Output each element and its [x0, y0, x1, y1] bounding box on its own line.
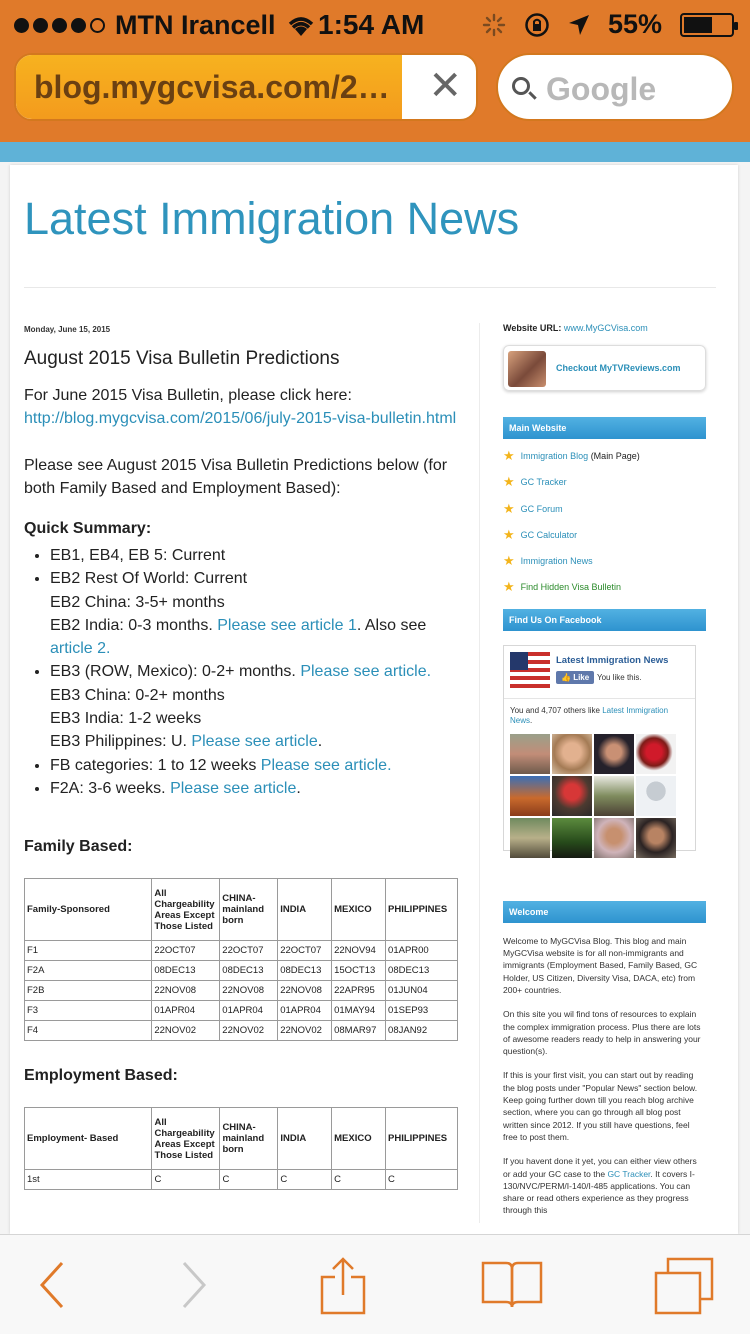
table-cell: C	[220, 1170, 278, 1190]
tabs-icon[interactable]	[652, 1255, 716, 1319]
star-icon: ★	[503, 500, 515, 516]
list-item: • EB3 (ROW, Mexico): 0-2+ months. Please see article. EB3 China: 0-2+ months EB3 India: 1-2 weeks EB3 Philippines: U. Please see article.	[50, 660, 464, 753]
list-item	[503, 500, 706, 530]
table-row	[25, 1021, 458, 1041]
forward-icon[interactable]	[176, 1255, 212, 1315]
table-row	[25, 1170, 458, 1190]
promo-image	[508, 351, 546, 387]
table-cell: 22NOV02	[278, 1021, 332, 1041]
search-field[interactable]	[496, 53, 734, 121]
table-cell: 01APR04	[152, 1001, 220, 1021]
facebook-heading: Find Us On Facebook	[503, 609, 706, 631]
column-header: CHINA-mainland born	[220, 1108, 278, 1170]
table-cell: 22NOV08	[220, 981, 278, 1001]
table-cell: 01APR04	[220, 1001, 278, 1021]
post-paragraph: Please see August 2015 Visa Bulletin Predictions below (for both Family Based and Employment Based):	[24, 457, 448, 497]
table-cell: 08DEC13	[152, 961, 220, 981]
address-bar[interactable]	[14, 53, 478, 121]
list-item: ★ Immigration Blog (Main Page)	[503, 448, 640, 463]
like-button[interactable]: 👍 Like	[556, 671, 594, 684]
column-header: PHILIPPINES	[386, 879, 458, 941]
table-cell: 08DEC13	[278, 961, 332, 981]
column-header: Employment- Based	[25, 1108, 152, 1170]
bookmarks-icon[interactable]	[480, 1255, 544, 1315]
fan-avatars	[510, 734, 676, 858]
table-cell: F1	[25, 941, 152, 961]
table-cell: 22OCT07	[152, 941, 220, 961]
sidebar	[503, 323, 706, 1217]
browser-toolbar	[0, 50, 750, 142]
star-icon: ★	[503, 474, 515, 490]
column-header: INDIA	[278, 879, 332, 941]
sidebar-link[interactable]: GC Forum	[520, 503, 563, 514]
status-bar	[0, 0, 750, 50]
website-link[interactable]: www.MyGCVisa.com	[563, 323, 648, 333]
list-item: • EB1, EB4, EB 5: Current	[50, 544, 464, 567]
sidebar-divider	[479, 323, 480, 1223]
column-header: INDIA	[278, 1108, 332, 1170]
divider	[504, 698, 695, 699]
table-cell: C	[152, 1170, 220, 1190]
list-item	[503, 553, 706, 582]
family-based-heading: Family Based:	[24, 838, 133, 856]
carrier-name: MTN Irancell	[115, 10, 276, 40]
star-icon: ★	[503, 526, 515, 542]
column-header: MEXICO	[332, 1108, 386, 1170]
table-cell: C	[278, 1170, 332, 1190]
avatar[interactable]	[510, 776, 550, 816]
page-avatar	[510, 652, 550, 690]
wifi-icon	[286, 15, 316, 37]
table-cell: F2A	[25, 961, 152, 981]
website-url: Website URL: www.MyGCVisa.com	[503, 323, 648, 333]
avatar[interactable]	[594, 734, 634, 774]
fb-page-link[interactable]: Latest Immigration News	[510, 705, 669, 725]
facebook-widget	[503, 645, 696, 851]
column-header: PHILIPPINES	[386, 1108, 458, 1170]
star-icon: ★	[503, 448, 515, 463]
table-cell: F4	[25, 1021, 152, 1041]
main-website-links	[503, 448, 706, 609]
article-link[interactable]: Please see article 1	[217, 616, 357, 634]
table-cell: 22NOV08	[152, 981, 220, 1001]
table-cell: 22OCT07	[278, 941, 332, 961]
sidebar-link[interactable]: GC Tracker	[520, 477, 567, 488]
avatar[interactable]	[510, 818, 550, 858]
welcome-text: If you havent done it yet, you can either view others or add your GC case to the GC Tracker. It covers I-130/NVC/PERM/I-140/I-485 applications. You can share or read others experience as they progress through this	[503, 1156, 697, 1216]
sidebar-link[interactable]: Find Hidden Visa Bulletin	[520, 582, 622, 593]
intro-link[interactable]: http://blog.mygcvisa.com/2015/06/july-2015-visa-bulletin.html	[24, 410, 457, 427]
battery-icon	[680, 13, 734, 37]
battery-percent: 55%	[607, 9, 662, 39]
table-cell: C	[332, 1170, 386, 1190]
table-cell: 22NOV02	[220, 1021, 278, 1041]
avatar[interactable]	[594, 818, 634, 858]
column-header: Family-Sponsored	[25, 879, 152, 941]
table-cell: 08DEC13	[220, 961, 278, 981]
article-link[interactable]: Please see article	[191, 733, 318, 751]
column-header: CHINA-mainland born	[220, 879, 278, 941]
fb-you-like: You like this.	[597, 672, 642, 682]
list-item: • FB categories: 1 to 12 weeks Please see article.	[50, 754, 464, 777]
avatar[interactable]	[636, 776, 676, 816]
site-title[interactable]: Latest Immigration News	[24, 193, 520, 244]
promo-banner[interactable]	[503, 345, 706, 391]
table-row	[25, 941, 458, 961]
sidebar-link[interactable]: GC Calculator	[520, 529, 578, 540]
table-cell: F2B	[25, 981, 152, 1001]
column-header: All Chargeability Areas Except Those Listed	[152, 1108, 220, 1170]
list-item: • F2A: 3-6 weeks. Please see article.	[50, 777, 464, 800]
table-row	[25, 1001, 458, 1021]
location-arrow-icon	[568, 14, 590, 36]
main-website-heading: Main Website	[503, 417, 706, 439]
avatar[interactable]	[552, 818, 592, 858]
avatar[interactable]	[636, 818, 676, 858]
list-item	[503, 474, 706, 503]
article-link[interactable]: article 2.	[50, 640, 111, 658]
article-link[interactable]: Please see article.	[260, 756, 392, 774]
quick-summary-heading: Quick Summary:	[24, 520, 152, 537]
table-cell: 01JUN04	[386, 981, 458, 1001]
star-icon: ★	[503, 553, 515, 569]
gc-tracker-link[interactable]: GC Tracker	[607, 1168, 651, 1179]
table-cell: 08JAN92	[386, 1021, 458, 1041]
table-cell: 22OCT07	[220, 941, 278, 961]
fb-like-count: You and 4,707 others like Latest Immigration News.	[510, 705, 669, 725]
activity-spinner-icon	[482, 13, 506, 37]
table-cell: 22NOV02	[152, 1021, 220, 1041]
rotation-lock-icon	[524, 12, 550, 38]
intro-text: For June 2015 Visa Bulletin, please click here:	[24, 387, 352, 404]
list-item	[503, 526, 706, 556]
list-item	[503, 579, 706, 608]
table-cell: 22NOV08	[278, 981, 332, 1001]
article-link[interactable]: Please see article	[170, 779, 297, 797]
table-cell: 01APR04	[278, 1001, 332, 1021]
table-cell: 1st	[25, 1170, 152, 1190]
sidebar-link[interactable]: Immigration News	[520, 556, 593, 567]
table-cell: 08MAR97	[332, 1021, 386, 1041]
sidebar-link[interactable]: Immigration Blog	[520, 451, 589, 461]
avatar[interactable]	[552, 734, 592, 774]
star-icon: ★	[503, 579, 515, 595]
post-title[interactable]: August 2015 Visa Bulletin Predictions	[24, 348, 340, 369]
avatar[interactable]	[510, 734, 550, 774]
fb-page-name[interactable]: Latest Immigration News	[556, 654, 669, 666]
post-intro	[24, 384, 464, 430]
table-cell: 01APR00	[386, 941, 458, 961]
table-cell: 08DEC13	[386, 961, 458, 981]
clear-icon[interactable]: ✕	[428, 64, 462, 108]
promo-link[interactable]: Checkout MyTVReviews.com	[556, 363, 681, 373]
avatar[interactable]	[552, 776, 592, 816]
list-item: • EB2 Rest Of World: Current EB2 China: 3-5+ months EB2 India: 0-3 months. Please see article 1. Also see article 2.	[50, 567, 464, 660]
avatar[interactable]	[636, 734, 676, 774]
signal-strength-icon	[14, 18, 105, 33]
share-icon[interactable]	[318, 1255, 368, 1315]
browser-bottom-toolbar	[0, 1234, 750, 1334]
table-cell: 01MAY94	[332, 1001, 386, 1021]
employment-based-heading: Employment Based:	[24, 1067, 178, 1085]
welcome-text: On this site you wil find tons of resources to explain the complex immigration process. Plus there are lots of awesome readers ready to help in answering your question(s).	[503, 1009, 701, 1057]
clock: 1:54 AM	[318, 9, 425, 40]
welcome-heading: Welcome	[503, 901, 706, 923]
employment-table	[24, 1107, 458, 1190]
article-link[interactable]: Please see article.	[300, 663, 432, 681]
post-column	[24, 325, 464, 1190]
column-header: MEXICO	[332, 879, 386, 941]
table-cell: 22NOV94	[332, 941, 386, 961]
welcome-text: Welcome to MyGCVisa Blog. This blog and main MyGCVisa website is for all non-immigrants and immigrants (Employment Based, Family Based, GC Holder, US Citizen, Diversity Visa, DACA, etc) from 200+ countries.	[503, 935, 698, 995]
avatar[interactable]	[594, 776, 634, 816]
divider	[24, 287, 716, 288]
family-table	[24, 878, 458, 1041]
blog-page	[10, 165, 738, 1234]
table-cell: F3	[25, 1001, 152, 1021]
post-date: Monday, June 15, 2015	[24, 325, 111, 334]
search-icon	[512, 77, 530, 95]
table-row	[25, 981, 458, 1001]
search-placeholder: Google	[546, 71, 657, 107]
table-row	[25, 961, 458, 981]
table-cell: 15OCT13	[332, 961, 386, 981]
back-icon[interactable]	[34, 1255, 70, 1315]
table-cell: 22APR95	[332, 981, 386, 1001]
summary-list	[24, 544, 464, 800]
table-cell: 01SEP93	[386, 1001, 458, 1021]
column-header: All Chargeability Areas Except Those Listed	[152, 879, 220, 941]
url-text[interactable]: blog.mygcvisa.com/2…	[34, 69, 390, 105]
table-cell: C	[386, 1170, 458, 1190]
welcome-text: If this is your first visit, you can start out by reading the blog posts under "Popular News" section below. Keep going further down till you reach blog archive section, where you can go through all blog post written since 2012. If you still have questions, feel free to post them.	[503, 1070, 698, 1142]
